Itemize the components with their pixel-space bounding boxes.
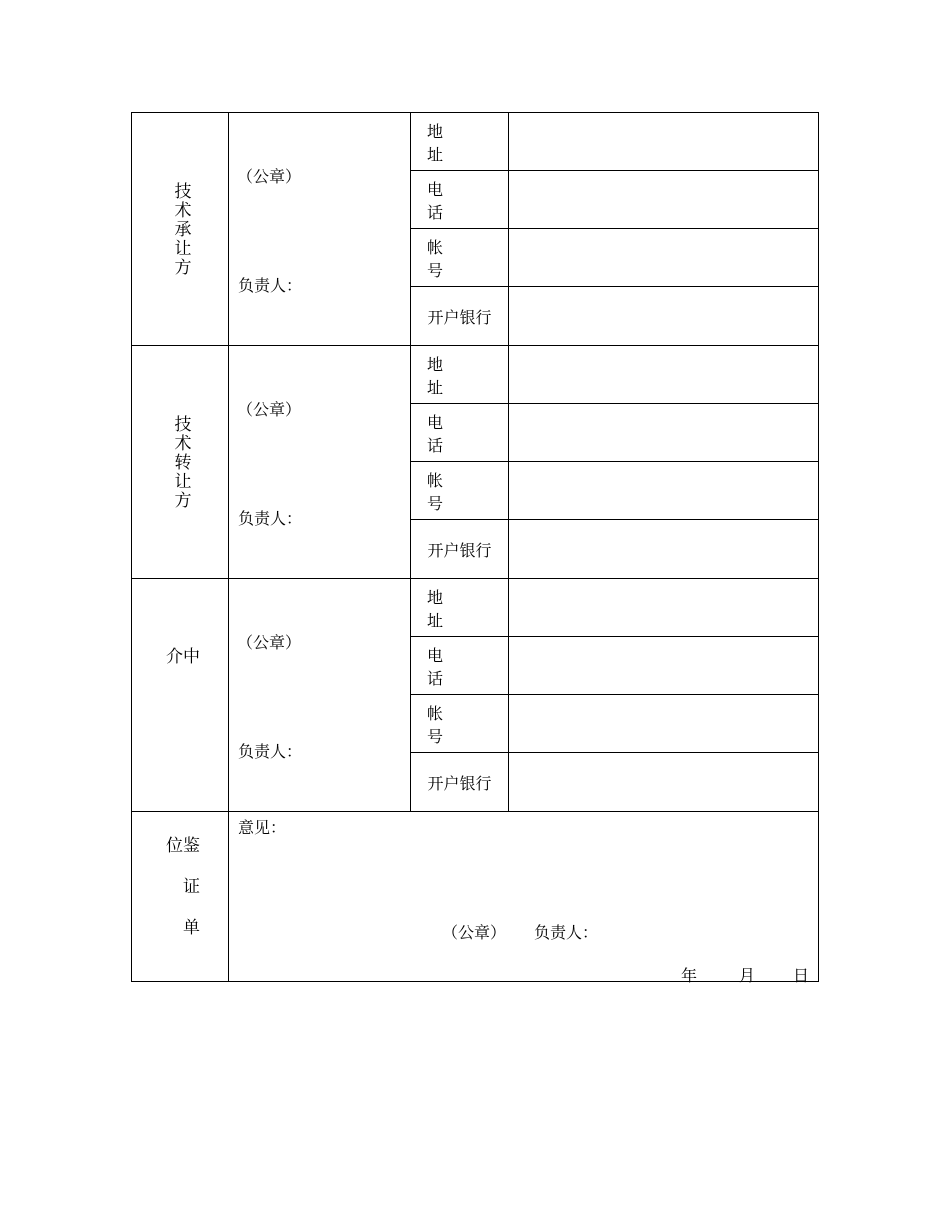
responsible-label: 负责人： (238, 509, 303, 528)
party-name: 中介 (162, 647, 199, 732)
address-field[interactable] (509, 579, 818, 636)
section-verification (132, 812, 818, 985)
address-label: 地 址 (411, 579, 509, 636)
seal-label: （公章） (237, 400, 302, 419)
party-name: 鉴证单位 (162, 836, 199, 959)
seal-label: （公章） (237, 167, 302, 186)
party-name: 技术承让方 (170, 181, 191, 277)
responsible-label: 负责人： (238, 276, 303, 295)
address-label: 地 址 (411, 113, 509, 170)
party-name: 技术转让方 (170, 414, 191, 510)
info-grid (411, 113, 818, 345)
address-row (411, 113, 818, 171)
bank-label: 开户银行 (411, 753, 509, 811)
account-field[interactable] (509, 229, 818, 286)
phone-row (411, 637, 818, 695)
bank-label: 开户银行 (411, 520, 509, 578)
account-row (411, 229, 818, 287)
account-row (411, 695, 818, 753)
bank-row (411, 520, 818, 578)
account-field[interactable] (509, 462, 818, 519)
section-transferee (132, 113, 818, 346)
seal-cell (229, 113, 411, 345)
info-grid (411, 346, 818, 578)
bank-field[interactable] (509, 753, 818, 811)
section-transferor (132, 346, 818, 579)
phone-row (411, 404, 818, 462)
phone-label: 电 话 (411, 171, 509, 228)
phone-label: 电 话 (411, 637, 509, 694)
seal-label: （公章） (442, 923, 507, 942)
bank-field[interactable] (509, 287, 818, 345)
party-cell (132, 579, 229, 811)
date-day: 日 (793, 966, 810, 985)
bank-row (411, 287, 818, 345)
opinion-label: 意见： (238, 818, 287, 837)
account-label: 帐 号 (411, 695, 509, 752)
account-label: 帐 号 (411, 229, 509, 286)
bank-label: 开户银行 (411, 287, 509, 345)
account-label: 帐 号 (411, 462, 509, 519)
seal-cell (229, 346, 411, 578)
phone-field[interactable] (509, 171, 818, 228)
address-row (411, 579, 818, 637)
party-cell (132, 812, 229, 981)
section-intermediary (132, 579, 818, 812)
date-year: 年 (681, 966, 698, 985)
address-row (411, 346, 818, 404)
responsible-label: 负责人： (238, 742, 303, 761)
party-cell (132, 346, 229, 578)
responsible-label: 负责人： (534, 923, 599, 942)
phone-row (411, 171, 818, 229)
seal-label: （公章） (237, 633, 302, 652)
address-field[interactable] (509, 346, 818, 403)
address-label: 地 址 (411, 346, 509, 403)
phone-field[interactable] (509, 404, 818, 461)
phone-label: 电 话 (411, 404, 509, 461)
account-field[interactable] (509, 695, 818, 752)
opinion-cell[interactable] (229, 812, 818, 985)
party-cell (132, 113, 229, 345)
seal-cell (229, 579, 411, 811)
bank-row (411, 753, 818, 811)
bank-field[interactable] (509, 520, 818, 578)
contract-signature-table (131, 112, 819, 985)
phone-field[interactable] (509, 637, 818, 694)
address-field[interactable] (509, 113, 818, 170)
account-row (411, 462, 818, 520)
info-grid (411, 579, 818, 811)
date-month: 月 (739, 966, 756, 985)
